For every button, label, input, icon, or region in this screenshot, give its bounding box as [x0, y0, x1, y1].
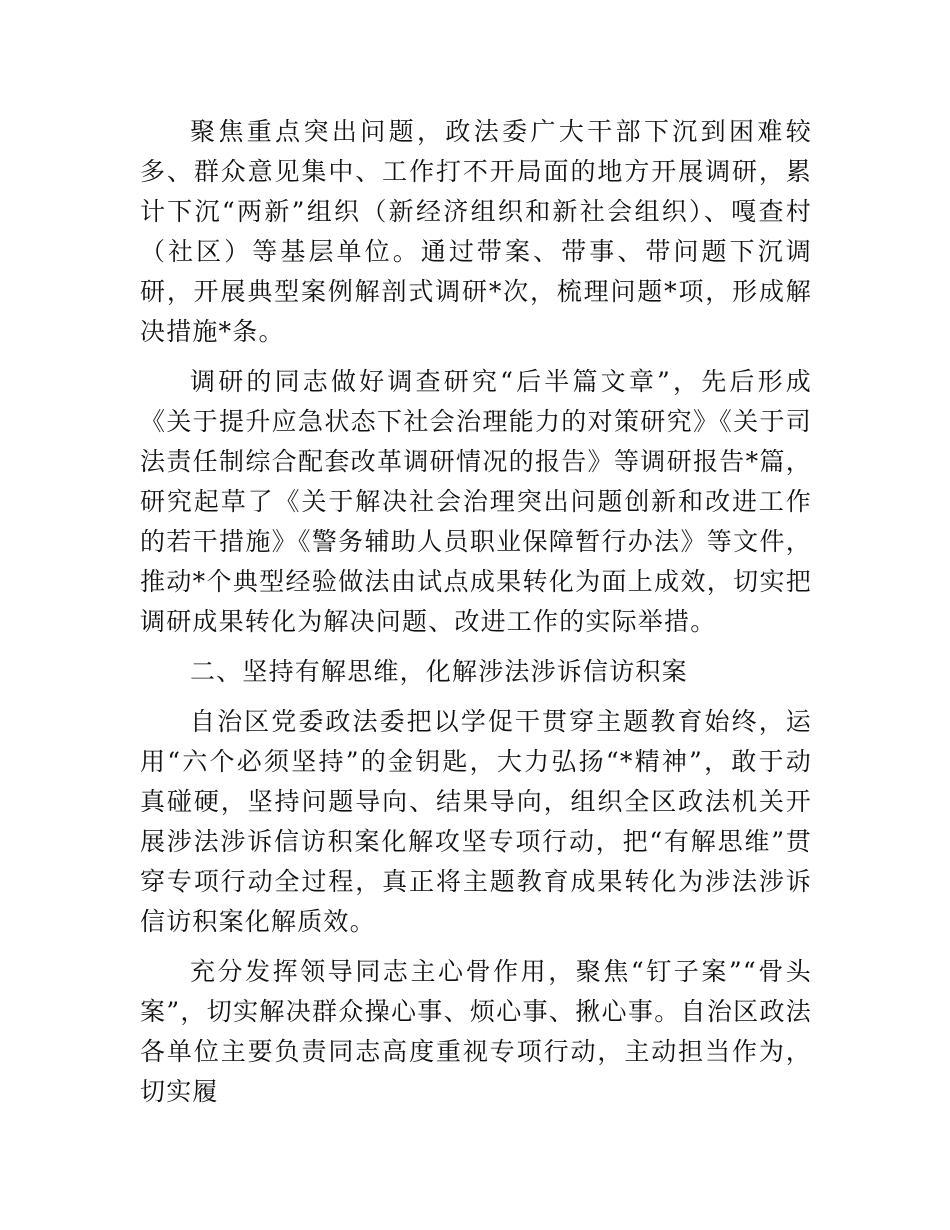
paragraph-2: 调研的同志做好调查研究“后半篇文章”，先后形成《关于提升应急状态下社会治理能力的对策研究》《关于司法责任制综合配套改革调研情况的报告》等调研报告*篇，研究起草了《关于解决社会治理突出问题创新和改进工作的若干措施》《警务辅助人员职业保障暂行办法》等文件，推动*个典型经验做法由试点成果转化为面上成效，切实把调研成果转化为解决问题、改进工作的实际举措。 [140, 367, 812, 636]
document-body [140, 112, 812, 1122]
paragraph-3: 自治区党委政法委把以学促干贯穿主题教育始终，运用“六个必须坚持”的金钥匙，大力弘扬“*精神”，敢于动真碰硬，坚持问题导向、结果导向，组织全区政法机关开展涉法涉诉信访积案化解攻坚专项行动，把“有解思维”贯穿专项行动全过程，真正将主题教育成果转化为涉法涉诉信访积案化解质效。 [140, 707, 812, 936]
paragraph-1: 聚焦重点突出问题，政法委广大干部下沉到困难较多、群众意见集中、工作打不开局面的地方开展调研，累计下沉“两新”组织（新经济组织和新社会组织）、嘎查村（社区）等基层单位。通过带案、带事、带问题下沉调研，开展典型案例解剖式调研*次，梳理问题*项，形成解决措施*条。 [140, 117, 812, 346]
paragraph-4: 充分发挥领导同志主心骨作用，聚焦“钉子案”“骨头案”，切实解决群众操心事、烦心事、揪心事。自治区政法各单位主要负责同志高度重视专项行动，主动担当作为，切实履 [140, 957, 812, 1106]
section-heading: 二、坚持有解思维，化解涉法涉诉信访积案 [190, 657, 688, 686]
